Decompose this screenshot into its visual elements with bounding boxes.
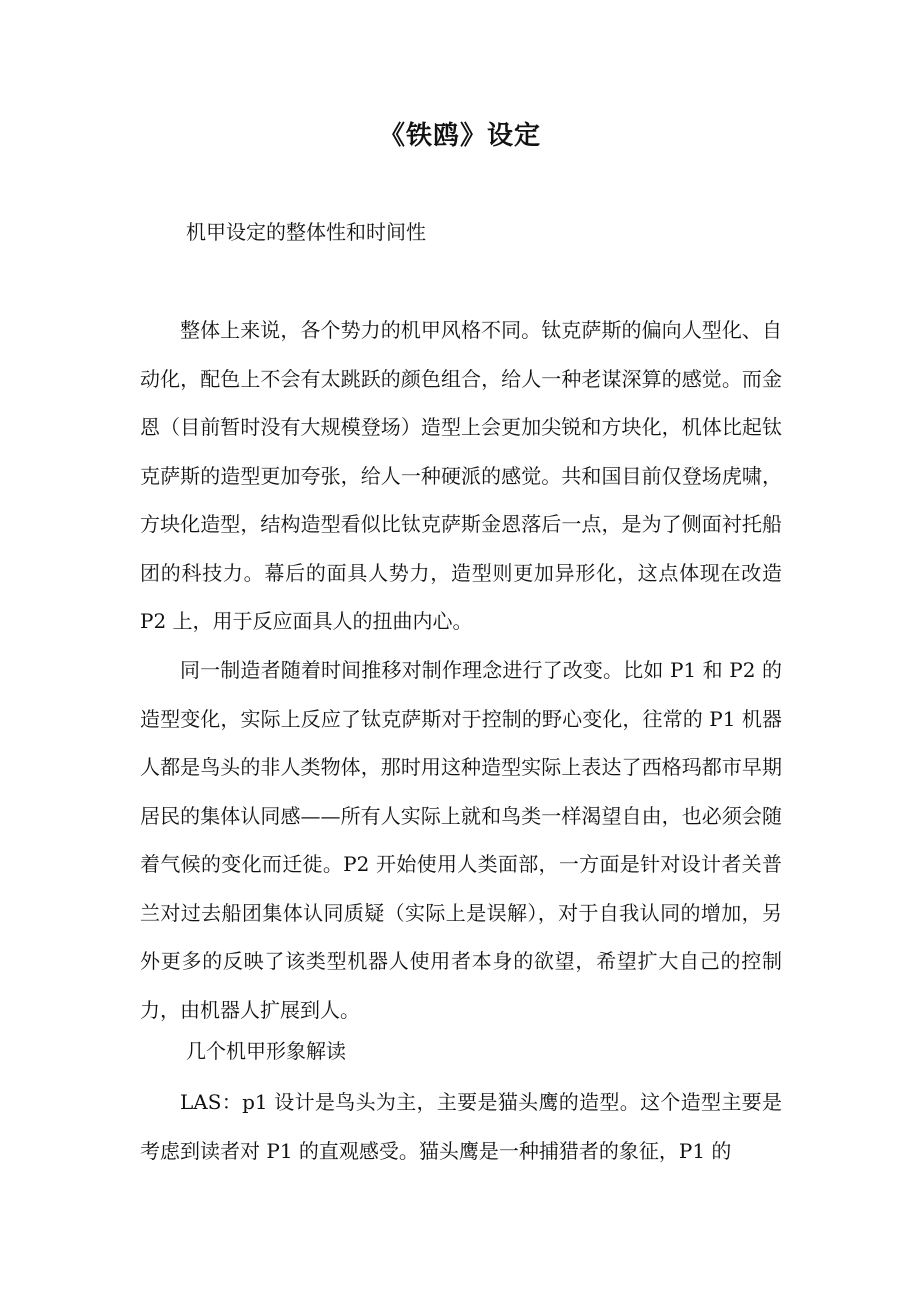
sub-heading: 几个机甲形象解读 — [186, 1039, 346, 1063]
section-heading: 机甲设定的整体性和时间性 — [186, 220, 426, 244]
paragraph-overall-style: 整体上来说，各个势力的机甲风格不同。钛克萨斯的偏向人型化、自动化，配色上不会有太跳跃的颜色组合，给人一种老谋深算的感觉。而金恩（目前暂时没有大规模登场）造型上会更加尖锐和方块化，机体比起钛克萨斯的造型更加夸张，给人一种硬派的感觉。共和国目前仅登场虎啸，方块化造型，结构造型看似比钛克萨斯金恩落后一点，是为了侧面衬托船团的科技力。幕后的面具人势力，造型则更加异形化，这点体现在改造 P2 上，用于反应面具人的扭曲内心。 — [140, 318, 782, 633]
page-title: 《铁鸥》设定 — [378, 121, 541, 151]
paragraph-las: LAS：p1 设计是鸟头为主，主要是猫头鹰的造型。这个造型主要是考虑到读者对 P1 的直观感受。猫头鹰是一种捕猎者的象征，P1 的 — [140, 1090, 782, 1163]
paragraph-time-change: 同一制造者随着时间推移对制作理念进行了改变。比如 P1 和 P2 的造型变化，实际上反应了钛克萨斯对于控制的野心变化，往常的 P1 机器人都是鸟头的非人类物体，那时用这种造型实际上表达了西格玛都市早期居民的集体认同感——所有人实际上就和鸟类一样渴望自由，也必须会随着气候的变化而迁徙。P2 开始使用人类面部，一方面是针对设计者关普兰对过去船团集体认同质疑（实际上是误解），对于自我认同的增加，另外更多的反映了该类型机器人使用者本身的欲望，希望扩大自己的控制力，由机器人扩展到人。 — [140, 658, 782, 1022]
